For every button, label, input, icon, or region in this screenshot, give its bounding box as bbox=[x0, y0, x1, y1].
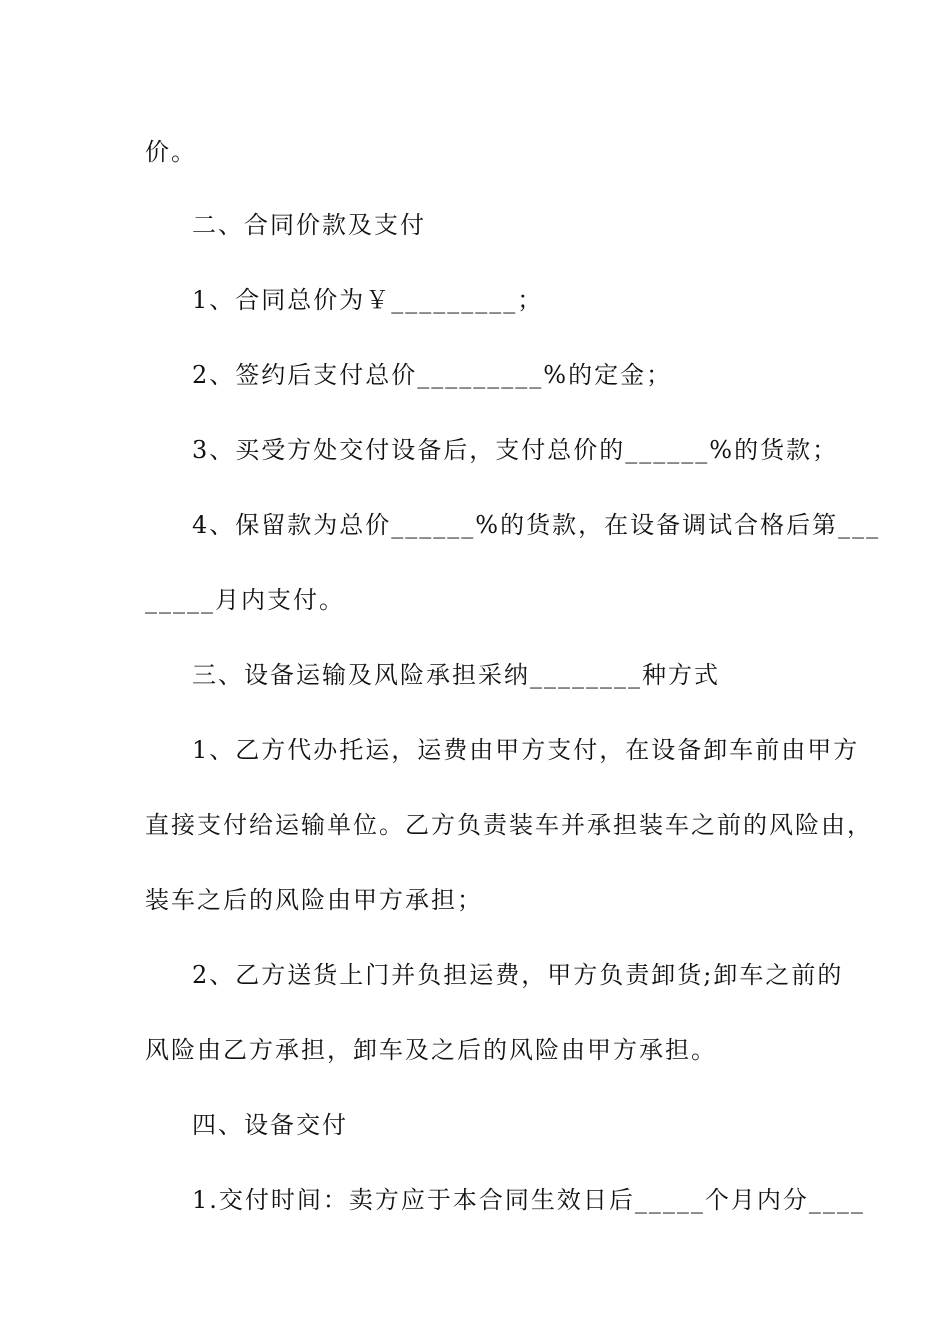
clause-payment-on-delivery: 3、买受方处交付设备后，支付总价的______%的货款； bbox=[192, 436, 839, 464]
clause-consigned-shipping-continued: 直接支付给运输单位。乙方负责装车并承担装车之前的风险由， bbox=[145, 811, 873, 839]
clause-total-price: 1、合同总价为￥_________； bbox=[192, 286, 544, 314]
section-heading-transport-risk: 三、设备运输及风险承担采纳________种方式 bbox=[192, 661, 720, 689]
text-line-continuation: 价。 bbox=[145, 138, 197, 166]
clause-door-delivery: 2、乙方送货上门并负担运费，甲方负责卸货;卸车之前的 bbox=[192, 961, 844, 989]
section-heading-equipment-delivery: 四、设备交付 bbox=[192, 1111, 348, 1139]
clause-deposit: 2、签约后支付总价_________%的定金； bbox=[192, 361, 673, 389]
clause-door-delivery-continued: 风险由乙方承担，卸车及之后的风险由甲方承担。 bbox=[145, 1036, 717, 1064]
clause-retention-payment: 4、保留款为总价______%的货款，在设备调试合格后第___ bbox=[192, 511, 881, 539]
clause-delivery-time: 1.交付时间：卖方应于本合同生效日后_____个月内分____ bbox=[192, 1186, 865, 1214]
clause-consigned-shipping: 1、乙方代办托运，运费由甲方支付，在设备卸车前由甲方 bbox=[192, 736, 860, 764]
clause-consigned-shipping-end: 装车之后的风险由甲方承担； bbox=[145, 886, 483, 914]
section-heading-price-payment: 二、合同价款及支付 bbox=[192, 211, 426, 239]
clause-retention-payment-continued: _____月内支付。 bbox=[145, 586, 345, 614]
